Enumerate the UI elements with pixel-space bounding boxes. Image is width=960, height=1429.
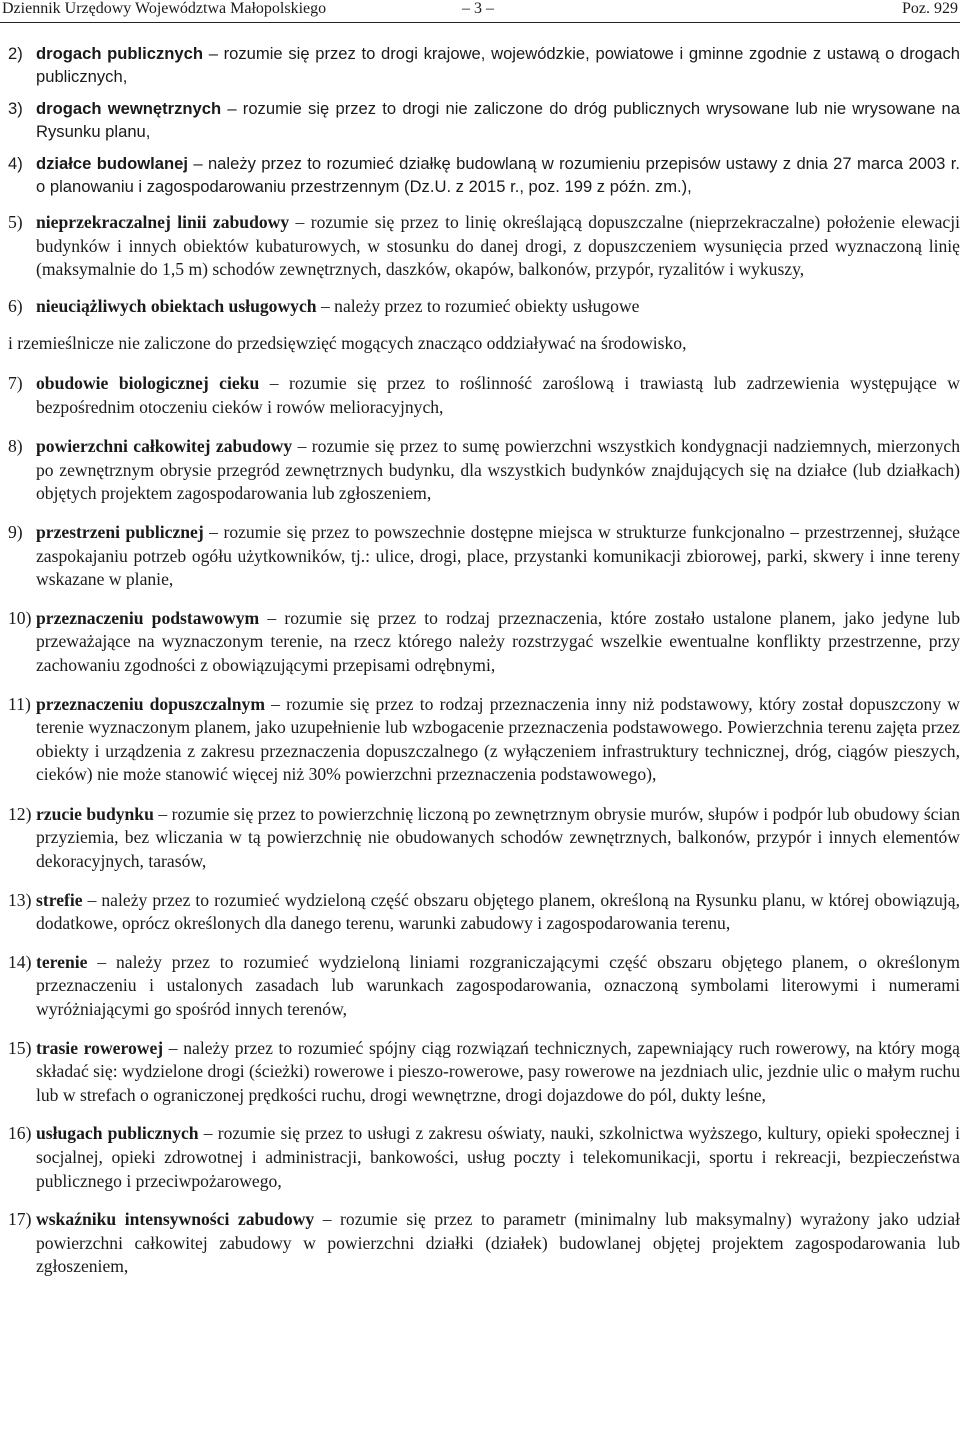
definition-item-6 <box>0 295 960 319</box>
item-number: 9) <box>8 521 23 542</box>
defined-term: terenie <box>36 951 88 972</box>
defined-term: trasie rowerowej <box>36 1037 164 1058</box>
definition-text: – rozumie się przez to rodzaj przeznaczenia inny niż podstawowy, który został dopuszczony w terenie wyznaczonym planem, jako uzupełnienie lub wzbogacenie przeznaczenia podstawowego. Powierzchnia terenu zajęta przez obiekty i urządzenia z zakresu przeznaczenia dopuszczalnego (z wyłączeniem infrastruktury technicznej, dróg, ciągów pieszych, cieków) nie może stanowić więcej niż 30% powierzchni przeznaczenia podstawowego), <box>36 693 960 785</box>
defined-term: nieuciążliwych obiektach usługowych <box>36 295 317 316</box>
item-number: 15) <box>8 1037 32 1058</box>
definition-item-14 <box>0 951 960 1022</box>
defined-term: nieprzekraczalnej linii zabudowy <box>36 212 290 232</box>
definition-item-3 <box>0 97 960 143</box>
definition-text: – rozumie się przez to linię określającą dopuszczalne (nieprzekraczalne) położenie elewacji budynków i innych obiektów kubaturowych, w stosunku do danej drogi, z dopuszczeniem wysunięcia przed wyznaczoną linię (maksymalnie do 1,5 m) schodów zewnętrznych, daszków, okapów, balkonów, przypór, ryzalitów i wykuszy, <box>36 212 960 280</box>
defined-term: powierzchni całkowitej zabudowy <box>36 436 293 457</box>
definition-item-9 <box>0 521 960 592</box>
item-number: 3) <box>8 99 23 118</box>
definition-item-2 <box>0 42 960 88</box>
page-header <box>0 0 960 23</box>
definition-text: – należy przez to rozumieć obiekty usługowe <box>316 295 640 316</box>
defined-term: przeznaczeniu podstawowym <box>36 607 260 628</box>
defined-term: wskaźniku intensywności zabudowy <box>36 1209 315 1230</box>
definition-item-17 <box>0 1208 960 1279</box>
defined-term: drogach publicznych <box>36 44 204 63</box>
item-number: 12) <box>8 803 32 824</box>
defined-term: przeznaczeniu dopuszczalnym <box>36 693 265 714</box>
item-number: 8) <box>8 436 23 457</box>
definition-item-8 <box>0 435 960 506</box>
item-number: 6) <box>8 295 23 316</box>
item-number: 11) <box>8 693 31 714</box>
definition-text: – rozumie się przez to powierzchnię liczoną po zewnętrznym obrysie murów, słupów i podpór lub obudowy ścian przyziemia, bez wliczania w tą powierzchnię nie obudowanych schodów zewnętrznych, balkonów, przypór i innych elementów dekoracyjnych, tarasów, <box>36 803 960 872</box>
definition-item-5 <box>0 211 960 282</box>
definition-6-continuation: i rzemieślnicze nie zaliczone do przedsięwzięć mogących znacząco oddziaływać na środowisko, <box>8 333 687 354</box>
definition-item-12 <box>0 803 960 874</box>
definition-text: – rozumie się przez to powszechnie dostępne miejsca w strukturze funkcjonalno – przestrzennej, służące zaspokajaniu potrzeb ogółu użytkowników, tj.: ulice, drogi, place, przystanki komunikacji zbiorowej, parki, skwery i inne tereny wskazane w planie, <box>36 521 960 590</box>
definition-item-11 <box>0 693 960 787</box>
definition-text: – rozumie się przez to roślinność zaroślową i trawiastą lub zadrzewienia występujące w bezpośrednim otoczeniu cieków i rowów melioracyjnych, <box>36 372 960 417</box>
definition-text: – należy przez to rozumieć działkę budowlaną w rozumieniu przepisów ustawy z dnia 27 marca 2003 r. o planowaniu i zagospodarowaniu przestrzennym (Dz.U. z 2015 r., poz. 199 z późn. zm.), <box>36 154 960 196</box>
defined-term: rzucie budynku <box>36 803 154 824</box>
item-number: 4) <box>8 154 23 173</box>
definition-text: – należy przez to rozumieć wydzieloną liniami rozgraniczającymi część obszaru objętego planem, o określonym przeznaczeniu i ustalonych zasadach lub warunkach zagospodarowania, oznaczoną symbolami literowymi i numerami wyróżniającymi go spośród innych terenów, <box>36 951 960 1020</box>
position-number: Poz. 929 <box>902 0 958 17</box>
item-number: 17) <box>8 1209 32 1230</box>
definitions-list <box>0 42 960 1279</box>
definition-text: – należy przez to rozumieć spójny ciąg rozwiązań technicznych, zapewniający ruch rowerowy, na który mogą składać się: wydzielone drogi (ścieżki) rowerowe i pieszo-rowerowe, pasy rowerowe na jezdniach ulic, jezdnie ulic o małym ruchu lub w strefach o ograniczonej prędkości ruchu, drogi wewnętrzne, drogi dojazdowe do pól, dukty leśne, <box>36 1037 960 1105</box>
defined-term: strefie <box>36 889 83 910</box>
defined-term: przestrzeni publicznej <box>36 521 204 542</box>
item-number: 14) <box>8 951 32 972</box>
page-number: – 3 – <box>462 0 494 17</box>
definition-item-15 <box>0 1037 960 1108</box>
item-number: 13) <box>8 889 32 910</box>
definition-text: – rozumie się przez to rodzaj przeznaczenia, które zostało ustalone planem, jako jedyne lub przeważające na wyznaczonym terenie, na rzecz którego należy rozstrzygać wszelkie ewentualne konflikty przestrzenne, przy zachowaniu zgodności z obowiązującymi przepisami odrębnymi, <box>36 607 960 675</box>
definition-item-13 <box>0 889 960 936</box>
definition-item-10 <box>0 607 960 678</box>
item-number: 5) <box>8 212 23 232</box>
definition-text: – rozumie się przez to parametr (minimalny lub maksymalny) wyrażony jako udział powierzchni całkowitej zabudowy w powierzchni działki (działek) budowlanej objętej projektem zagospodarowania lub zgłoszeniem, <box>36 1209 960 1277</box>
item-number: 10) <box>8 607 32 628</box>
definition-item-4 <box>0 152 960 198</box>
journal-title: Dziennik Urzędowy Województwa Małopolskiego <box>2 0 327 17</box>
definition-text: – rozumie się przez to drogi nie zaliczone do dróg publicznych wrysowane lub nie wrysowane na Rysunku planu, <box>36 99 960 141</box>
definition-text: – należy przez to rozumieć wydzieloną część obszaru objętego planem, określoną na Rysunku planu, w której obowiązują, dodatkowe, oprócz określonych dla danego terenu, warunki zabudowy i zagospodarowania terenu, <box>36 889 960 934</box>
definition-item-7 <box>0 372 960 419</box>
definition-text: – rozumie się przez to sumę powierzchni wszystkich kondygnacji nadziemnych, mierzonych po zewnętrznym obrysie przegród zewnętrznych budynku, dla wszystkich budynków znajdujących się na działce (lub działkach) objętych projektem zagospodarowania lub zgłoszeniem, <box>36 436 960 504</box>
defined-term: usługach publicznych <box>36 1123 199 1144</box>
defined-term: obudowie biologicznej cieku <box>36 372 260 393</box>
definition-item-16 <box>0 1122 960 1193</box>
defined-term: drogach wewnętrznych <box>36 99 222 118</box>
item-number: 7) <box>8 372 23 393</box>
item-number: 16) <box>8 1123 32 1144</box>
definition-text: – rozumie się przez to drogi krajowe, wojewódzkie, powiatowe i gminne zgodnie z ustawą o drogach publicznych, <box>36 44 960 86</box>
item-number: 2) <box>8 44 23 63</box>
defined-term: działce budowlanej <box>36 154 188 173</box>
definition-text: – rozumie się przez to usługi z zakresu oświaty, nauki, szkolnictwa wyższego, kultury, opieki społecznej i socjalnej, opieki zdrowotnej i administracji, bankowości, usług poczty i telekomunikacji, sportu i rekreacji, bezpieczeństwa publicznego i przeciwpożarowego, <box>36 1123 960 1191</box>
